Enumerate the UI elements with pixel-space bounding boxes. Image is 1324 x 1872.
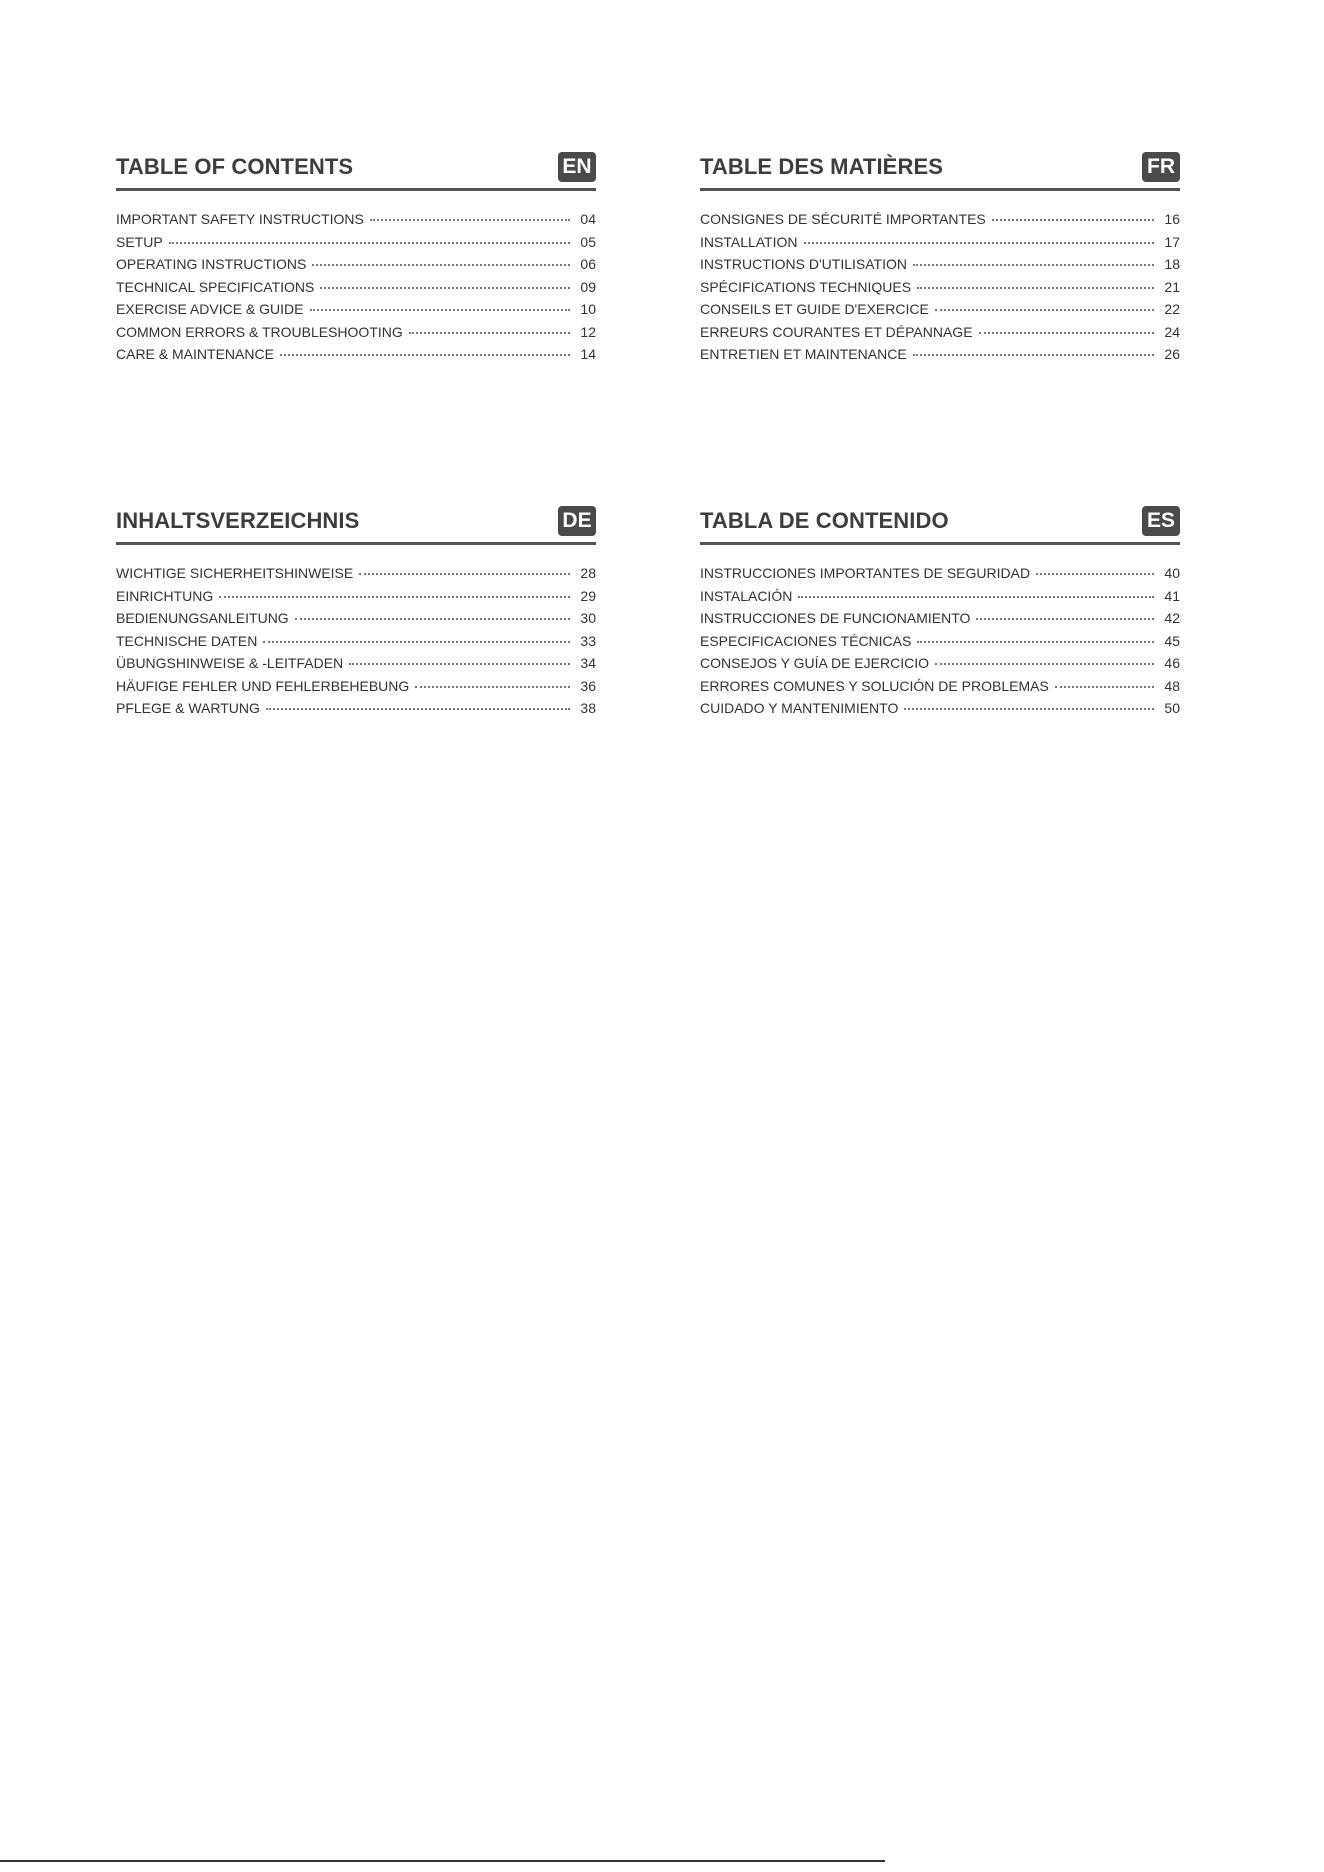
dot-leader [976,618,1154,620]
toc-list-en [116,211,596,369]
toc-section-en [116,152,596,369]
toc-header-en [116,152,596,191]
language-badge-fr: FR [1142,152,1180,182]
toc-entry-de-sicherheit[interactable] [116,565,596,588]
toc-entry-label: EINRICHTUNG [116,587,214,604]
toc-entry-page: 04 [580,211,596,227]
dot-leader [370,219,570,221]
toc-entry-fr-specifications[interactable] [700,279,1180,302]
toc-entry-page: 34 [580,655,596,671]
toc-entry-label: ÜBUNGSHINWEISE & -LEITFADEN [116,655,344,671]
toc-entry-page: 26 [1164,346,1180,362]
toc-entry-label: ENTRETIEN ET MAINTENANCE [700,346,907,362]
toc-entry-en-exercise[interactable] [116,301,596,324]
toc-title-de: INHALTSVERZEICHNIS [116,508,360,533]
dot-leader [320,287,570,289]
toc-list-de [116,565,596,723]
dot-leader [917,287,1154,289]
toc-entry-page: 24 [1164,323,1180,340]
toc-entry-de-einrichtung[interactable] [116,588,596,611]
toc-entry-page: 21 [1164,278,1180,295]
toc-entry-page: 38 [580,700,596,716]
toc-header-es [700,506,1180,545]
toc-entry-page: 45 [1164,632,1180,649]
toc-section-fr [700,152,1180,369]
toc-entry-label: PFLEGE & WARTUNG [116,700,260,716]
toc-entry-label: TECHNICAL SPECIFICATIONS [116,278,315,295]
toc-entry-label: INSTRUCCIONES IMPORTANTES DE SEGURIDAD [700,565,1031,581]
toc-entry-label: SPÉCIFICATIONS TECHNIQUES [700,278,912,295]
toc-entry-en-operating[interactable] [116,256,596,279]
dot-leader [310,309,571,311]
toc-entry-page: 22 [1164,301,1180,317]
toc-entry-fr-securite[interactable] [700,211,1180,234]
toc-entry-es-errores[interactable] [700,678,1180,701]
toc-entry-label: SETUP [116,233,163,250]
toc-list-es [700,565,1180,723]
toc-entry-es-consejos[interactable] [700,655,1180,678]
toc-entry-label: INSTRUCTIONS D'UTILISATION [700,256,907,272]
toc-entry-page: 46 [1164,655,1180,671]
toc-entry-label: CUIDADO Y MANTENIMIENTO [700,700,899,716]
toc-entry-label: CONSEJOS Y GUÍA DE EJERCICIO [700,655,929,671]
toc-entry-label: COMMON ERRORS & TROUBLESHOOTING [116,323,403,340]
dot-leader [219,596,570,598]
dot-leader [913,264,1154,266]
toc-section-de [116,506,596,723]
dot-leader [1055,686,1154,688]
toc-entry-page: 06 [580,256,596,272]
dot-leader [917,641,1154,643]
toc-title-en: TABLE OF CONTENTS [116,154,354,179]
dot-leader [295,618,570,620]
toc-entry-label: CARE & MAINTENANCE [116,346,274,362]
dot-leader [266,708,570,710]
toc-entry-page: 10 [580,301,596,317]
dot-leader [169,242,570,244]
dot-leader [349,663,570,665]
toc-entry-es-instalacion[interactable] [700,588,1180,611]
toc-entry-label: INSTALLATION [700,233,798,250]
dot-leader [804,242,1154,244]
toc-entry-de-fehler[interactable] [116,678,596,701]
toc-entry-page: 48 [1164,677,1180,694]
toc-entry-page: 29 [580,587,596,604]
toc-entry-label: ERRORES COMUNES Y SOLUCIÓN DE PROBLEMAS [700,677,1049,694]
dot-leader [409,332,570,334]
toc-entry-es-funcionamiento[interactable] [700,610,1180,633]
toc-entry-page: 12 [580,323,596,340]
footer-rule [0,1860,885,1862]
toc-entry-fr-utilisation[interactable] [700,256,1180,279]
toc-entry-es-cuidado[interactable] [700,700,1180,723]
toc-entry-label: ESPECIFICACIONES TÉCNICAS [700,632,912,649]
toc-header-de [116,506,596,545]
toc-entry-page: 50 [1164,700,1180,716]
language-badge-de: DE [558,506,596,536]
toc-entry-page: 40 [1164,565,1180,581]
dot-leader [415,686,570,688]
toc-entry-en-errors[interactable] [116,324,596,347]
toc-entry-page: 05 [580,233,596,250]
toc-entry-es-seguridad[interactable] [700,565,1180,588]
dot-leader [312,264,570,266]
toc-entry-en-setup[interactable] [116,234,596,257]
toc-entry-en-care[interactable] [116,346,596,369]
toc-section-es [700,506,1180,723]
dot-leader [263,641,570,643]
toc-entry-label: INSTALACIÓN [700,587,793,604]
toc-entry-label: BEDIENUNGSANLEITUNG [116,610,289,626]
toc-entry-label: OPERATING INSTRUCTIONS [116,256,307,272]
toc-entry-page: 41 [1164,587,1180,604]
dot-leader [992,219,1154,221]
toc-entry-page: 28 [580,565,596,581]
toc-entry-page: 09 [580,278,596,295]
toc-entry-page: 17 [1164,233,1180,250]
toc-entry-label: WICHTIGE SICHERHEITSHINWEISE [116,565,354,581]
toc-entry-en-specs[interactable] [116,279,596,302]
toc-entry-page: 30 [580,610,596,626]
dot-leader [1036,573,1154,575]
toc-entry-page: 42 [1164,610,1180,626]
toc-entry-en-safety[interactable] [116,211,596,234]
toc-entry-label: EXERCISE ADVICE & GUIDE [116,301,304,317]
toc-entry-fr-entretien[interactable] [700,346,1180,369]
toc-entry-de-pflege[interactable] [116,700,596,723]
dot-leader [359,573,570,575]
dot-leader [935,309,1154,311]
toc-list-fr [700,211,1180,369]
toc-entry-es-especificaciones[interactable] [700,633,1180,656]
toc-entry-de-uebungen[interactable] [116,655,596,678]
toc-entry-de-daten[interactable] [116,633,596,656]
language-badge-en: EN [558,152,596,182]
toc-entry-page: 18 [1164,256,1180,272]
toc-entry-fr-installation[interactable] [700,234,1180,257]
toc-entry-fr-erreurs[interactable] [700,324,1180,347]
dot-leader [935,663,1154,665]
dot-leader [904,708,1154,710]
dot-leader [979,332,1154,334]
toc-entry-label: CONSIGNES DE SÉCURITÉ IMPORTANTES [700,211,986,227]
toc-entry-de-bedienung[interactable] [116,610,596,633]
dot-leader [280,354,570,356]
language-badge-es: ES [1142,506,1180,536]
toc-entry-label: INSTRUCCIONES DE FUNCIONAMIENTO [700,610,971,626]
toc-entry-label: TECHNISCHE DATEN [116,632,258,649]
toc-entry-fr-conseils[interactable] [700,301,1180,324]
toc-entry-label: CONSEILS ET GUIDE D'EXERCICE [700,301,929,317]
toc-entry-page: 33 [580,632,596,649]
toc-title-fr: TABLE DES MATIÈRES [700,154,943,179]
toc-entry-label: IMPORTANT SAFETY INSTRUCTIONS [116,211,364,227]
toc-entry-page: 36 [580,677,596,694]
toc-entry-label: ERREURS COURANTES ET DÉPANNAGE [700,323,973,340]
toc-entry-page: 16 [1164,211,1180,227]
toc-title-es: TABLA DE CONTENIDO [700,508,949,533]
toc-entry-page: 14 [580,346,596,362]
toc-header-fr [700,152,1180,191]
toc-entry-label: HÄUFIGE FEHLER UND FEHLERBEHEBUNG [116,677,410,694]
dot-leader [913,354,1154,356]
dot-leader [798,596,1154,598]
